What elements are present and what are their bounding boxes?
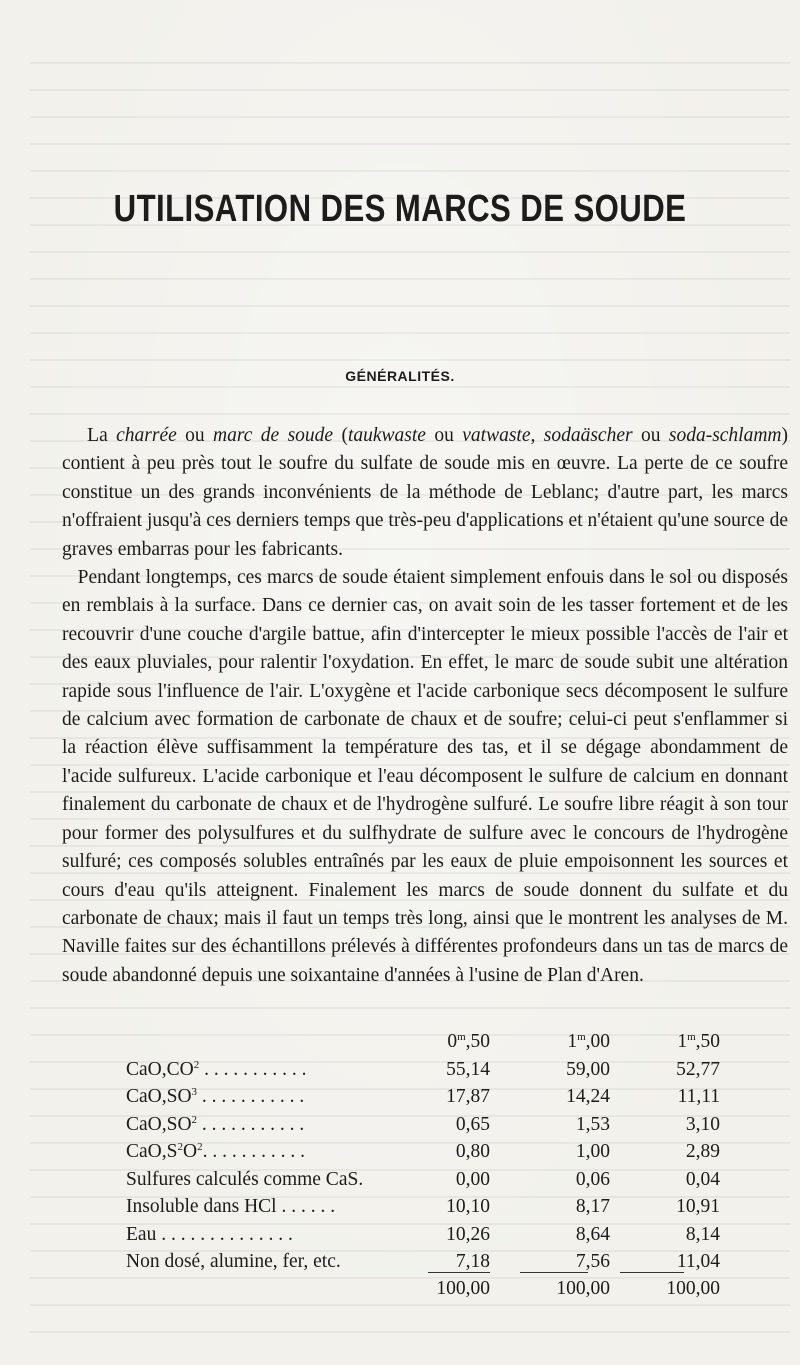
p1-term-marc: marc de soude bbox=[213, 425, 334, 446]
cell-value: 0,06 bbox=[575, 1168, 610, 1190]
cell-value: 52,77 bbox=[676, 1058, 720, 1080]
table-row bbox=[62, 1193, 782, 1221]
cell-value: 2,89 bbox=[685, 1141, 720, 1162]
page-title: UTILISATION DES MARCS DE SOUDE bbox=[113, 188, 687, 230]
cell-value: 0,00 bbox=[455, 1168, 490, 1190]
cell-value: 8,64 bbox=[575, 1223, 610, 1245]
table-body bbox=[62, 1056, 782, 1276]
cell-value: 1,53 bbox=[575, 1113, 610, 1135]
body-text bbox=[62, 422, 788, 990]
row-label: $CaO,CO^2$ . . . . . . . . . . . bbox=[126, 1058, 307, 1080]
p2-text: Pendant longtemps, ces marcs de soude étaient simplement enfouis dans le sol ou disposés en remblais à la surface. Dans ce dernier cas, on avait soin de les tasser fortement et de les recouvrir d'une couche d'argile battue, afin d'intercepter le mieux possible l'accès de l'air et des eaux pluviales, pour ralentir l'oxydation. En effet, le marc de soude subit une altération rapide sous l'influence de l'air. L'oxygène et l'acide carbonique secs décomposent le sulfure de calcium avec formation de carbonate de chaux et de soufre; celui-ci peut s'enflammer si la réaction élève suffisamment la température des tas, et il se dégage abondamment de l'acide sulfureux. L'acide carbonique et l'eau décomposent le sulfure de calcium en donnant finalement du carbonate de chaux et de l'hydrogène sulfuré. Le soufre libre réagit à son tour pour former des polysulfures et du sulfhydrate de sulfure avec le concours de l'hydrogène sulfuré; ces composés solubles entraînés par les eaux de pluie empoisonnent les sources et cours d'eau qu'ils atteignent. Finalement les marcs de soude donnent du sulfate et du carbonate de chaux; mais il faut un temps très long, ainsi que le montrent les analyses de M. Naville faites sur des échantillons prélevés à différentes profondeurs dans un tas de marcs de soude abandonné depuis une soixantaine d'années à l'usine de Plan d'Aren. bbox=[62, 567, 789, 986]
p1-text-i: ou bbox=[632, 425, 669, 446]
table-totals-row bbox=[62, 1278, 782, 1306]
table-row bbox=[62, 1138, 782, 1166]
header-depth-3: 1$^m$,50 bbox=[677, 1031, 720, 1052]
p1-term-vatwaste: vatwaste, sodaäscher bbox=[462, 425, 633, 446]
cell-value: 10,26 bbox=[446, 1223, 490, 1245]
paragraph-1 bbox=[62, 422, 788, 564]
p1-text-a: La bbox=[87, 425, 117, 446]
row-label: $CaO,S^2O^2$. . . . . . . . . . . bbox=[126, 1141, 305, 1162]
cell-value: 17,87 bbox=[446, 1086, 490, 1107]
cell-value: 59,00 bbox=[566, 1058, 610, 1080]
cell-value: 0,65 bbox=[455, 1113, 490, 1135]
table-row bbox=[62, 1083, 782, 1111]
table-header-row bbox=[62, 1028, 782, 1056]
p1-text-k: ) contient à peu près tout le soufre du sulfate de soude mis en œuvre. La perte de ce soufre constitue un des grands inconvénients de la méthode de Leblanc; d'autre part, les marcs n'offraient jusqu'à ces derniers temps que très-peu d'applications et n'étaient qu'une source de graves embarras pour les fabricants. bbox=[62, 425, 789, 560]
cell-value: 10,10 bbox=[446, 1196, 490, 1217]
p1-term-charree: charrée bbox=[116, 425, 177, 446]
cell-value: 7,56 bbox=[575, 1251, 610, 1272]
row-label: Non dosé, alumine, fer, etc. bbox=[126, 1251, 341, 1272]
row-label: $CaO,SO^3$ . . . . . . . . . . . bbox=[126, 1086, 305, 1107]
cell-value: 8,14 bbox=[685, 1223, 720, 1245]
cell-value: 0,80 bbox=[455, 1141, 490, 1162]
cell-value: 10,91 bbox=[676, 1196, 720, 1217]
section-heading: GÉNÉRALITÉS. bbox=[345, 368, 455, 384]
table-row bbox=[62, 1111, 782, 1139]
cell-value: 11,04 bbox=[676, 1251, 720, 1272]
p1-text-g: ou bbox=[425, 425, 463, 446]
analysis-table bbox=[62, 1028, 782, 1276]
cell-value: 3,10 bbox=[685, 1113, 720, 1135]
cell-value: 11,11 bbox=[677, 1086, 720, 1107]
cell-value: 14,24 bbox=[566, 1086, 610, 1107]
total-rule-3 bbox=[620, 1272, 684, 1273]
total-value: 100,00 bbox=[666, 1278, 720, 1299]
total-value: 100,00 bbox=[556, 1278, 610, 1299]
table-row bbox=[62, 1166, 782, 1194]
table-row bbox=[62, 1221, 782, 1249]
total-value: 100,00 bbox=[436, 1278, 490, 1299]
cell-value: 0,04 bbox=[685, 1168, 720, 1190]
p1-term-sodaschlamm: soda-schlamm bbox=[668, 425, 782, 446]
header-depth-1: 0$^m$,50 bbox=[447, 1031, 490, 1052]
total-rule-2 bbox=[520, 1272, 588, 1273]
row-label: Sulfures calculés comme CaS. bbox=[126, 1168, 364, 1190]
p1-term-taukwaste: taukwaste bbox=[347, 425, 426, 446]
p1-text-c: ou bbox=[176, 425, 214, 446]
row-label: Eau . . . . . . . . . . . . . . bbox=[126, 1223, 293, 1245]
cell-value: 55,14 bbox=[446, 1058, 490, 1080]
cell-value: 1,00 bbox=[575, 1141, 610, 1162]
paragraph-2 bbox=[62, 564, 788, 990]
table-row bbox=[62, 1056, 782, 1084]
row-label: Insoluble dans HCl . . . . . . bbox=[126, 1196, 336, 1217]
header-depth-2: 1$^m$,00 bbox=[567, 1031, 610, 1052]
p1-text-e: ( bbox=[333, 425, 348, 446]
total-rule-1 bbox=[428, 1272, 490, 1273]
cell-value: 7,18 bbox=[455, 1251, 490, 1272]
row-label: $CaO,SO^2$ . . . . . . . . . . . bbox=[126, 1113, 305, 1135]
cell-value: 8,17 bbox=[575, 1196, 610, 1217]
